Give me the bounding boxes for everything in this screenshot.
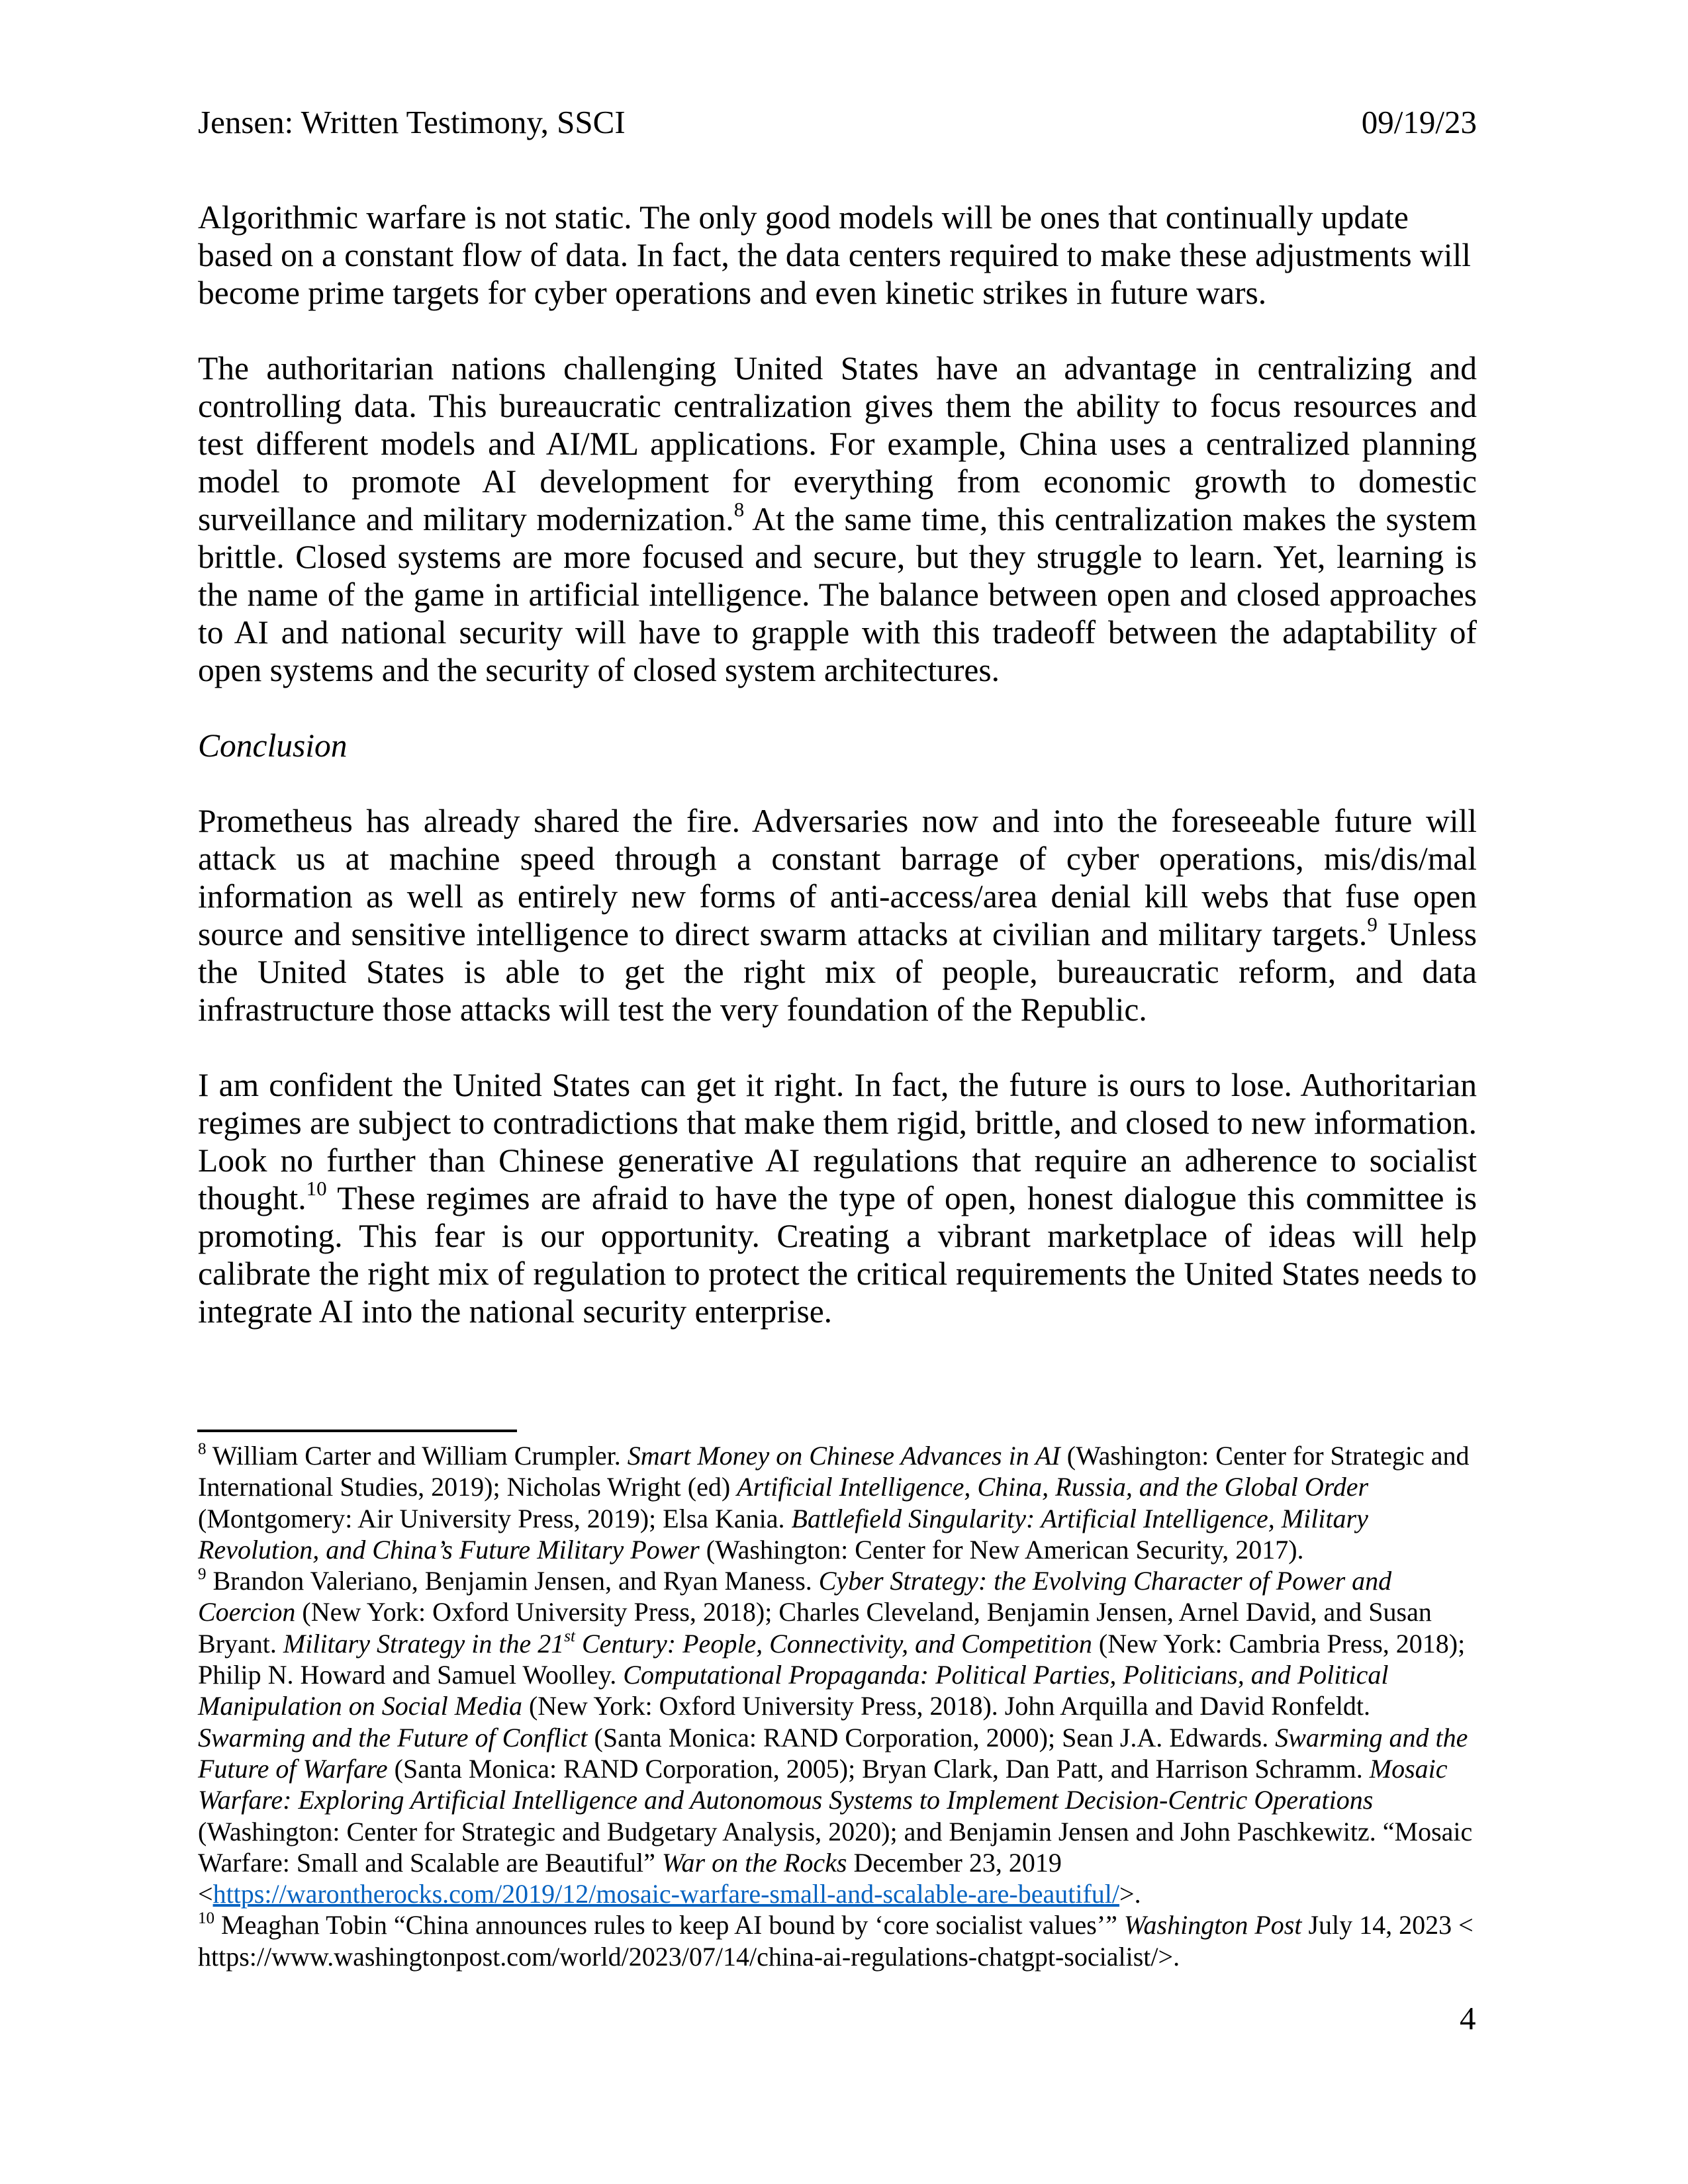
header-title: Jensen: Written Testimony, SSCI	[198, 104, 626, 140]
war-on-the-rocks-link[interactable]: https://warontherocks.com/2019/12/mosaic-warfare-small-and-scalable-are-beautiful/	[212, 1879, 1120, 1909]
running-header	[198, 99, 1477, 146]
paragraph-confident: I am confident the United States can get it right. In fact, the future is ours to lose. Authoritarian regimes are subject to contradictions that make them rigid, brittle, and closed to new information. Look no further than Chinese generative AI regulations that require an adherence to socialist thought.$^{10}$ These regimes are afraid to have the type of open, honest dialogue this committee is promoting. This fear is our opportunity. Creating a vibrant marketplace of ideas will help calibrate the right mix of regulation to protect the critical requirements the United States needs to integrate AI into the national security enterprise.	[198, 1067, 1477, 1330]
footnote-8: $^8$ William Carter and William Crumpler. Smart Money on Chinese Advances in AI (Washington: Center for Strategic and International Studies, 2019); Nicholas Wright (ed) Artificial Intelligence, China, Russia, and the Global Order (Montgomery: Air University Press, 2019); Elsa Kania. Battlefield Singularity: Artificial Intelligence, Military Revolution, and China’s Future Military Power (Washington: Center for New American Security, 2017).	[198, 1439, 1470, 1565]
footnotes	[198, 1440, 1477, 1972]
paragraph-algorithmic-warfare: Algorithmic warfare is not static. The only good models will be ones that continually update based on a constant flow of data. In fact, the data centers required to make these adjustments will become prime targets for cyber operations and even kinetic strikes in future wars.	[198, 199, 1471, 311]
footnote-separator	[197, 1430, 517, 1432]
body-text	[198, 199, 1477, 1368]
section-heading-conclusion: Conclusion	[198, 727, 348, 764]
header-date: 09/19/23	[1361, 104, 1477, 140]
paragraph-prometheus: Prometheus has already shared the fire. Adversaries now and into the foreseeable future will attack us at machine speed through a constant barrage of cyber operations, mis/dis/mal information as well as entirely new forms of anti-access/area denial kill webs that fuse open source and sensitive intelligence to direct swarm attacks at civilian and military targets.$^9$ Unless the United States is able to get the right mix of people, bureaucratic reform, and data infrastructure those attacks will test the very foundation of the Republic.	[198, 803, 1477, 1028]
footnote-ref-9[interactable]: 9	[1367, 912, 1378, 936]
page-number: 4	[1460, 2000, 1476, 2036]
footnote-10: $^{10}$ Meaghan Tobin “China announces rules to keep AI bound by ‘core socialist values’” Washington Post July 14, 2023 < https://www.washingtonpost.com/world/2023/07/14/china-ai-regulations-chatgpt-socialist/>.	[198, 1909, 1474, 1972]
footnote-ref-10[interactable]: 10	[306, 1176, 327, 1200]
footnote-ref-8[interactable]: 8	[733, 497, 745, 521]
footnote-9: $^9$ Brandon Valeriano, Benjamin Jensen, and Ryan Maness. Cyber Strategy: the Evolving Character of Power and Coercion (New York: Oxford University Press, 2018); Charles Cleveland, Benjamin Jensen, Arnel David, and Susan Bryant. Military Strategy in the 21st Century: People, Connectivity, and Competition (New York: Cambria Press, 2018); Philip N. Howard and Samuel Woolley. Computational Propaganda: Political Parties, Politicians, and Political Manipulation on Social Media (New York: Oxford University Press, 2018). John Arquilla and David Ronfeldt. Swarming and the Future of Conflict (Santa Monica: RAND Corporation, 2000); Sean J.A. Edwards. Swarming and the Future of Warfare (Santa Monica: RAND Corporation, 2005); Bryan Clark, Dan Patt, and Harrison Schramm. Mosaic Warfare: Exploring Artificial Intelligence and Autonomous Systems to Implement Decision-Centric Operations (Washington: Center for Strategic and Budgetary Analysis, 2020); and Benjamin Jensen and John Paschkewitz. “Mosaic Warfare: Small and Scalable are Beautiful” War on the Rocks December 23, 2019 <https://warontherocks.com/2019/12/mosaic-warfare-small-and-scalable-are-beautiful/>.	[198, 1565, 1473, 1909]
paragraph-authoritarian-nations: The authoritarian nations challenging United States have an advantage in centralizing and controlling data. This bureaucratic centralization gives them the ability to focus resources and test different models and AI/ML applications. For example, China uses a centralized planning model to promote AI development for everything from economic growth to domestic surveillance and military modernization.$^8$ At the same time, this centralization makes the system brittle. Closed systems are more focused and secure, but they struggle to learn. Yet, learning is the name of the game in artificial intelligence. The balance between open and closed approaches to AI and national security will have to grapple with this tradeoff between the adaptability of open systems and the security of closed system architectures.	[198, 350, 1477, 688]
